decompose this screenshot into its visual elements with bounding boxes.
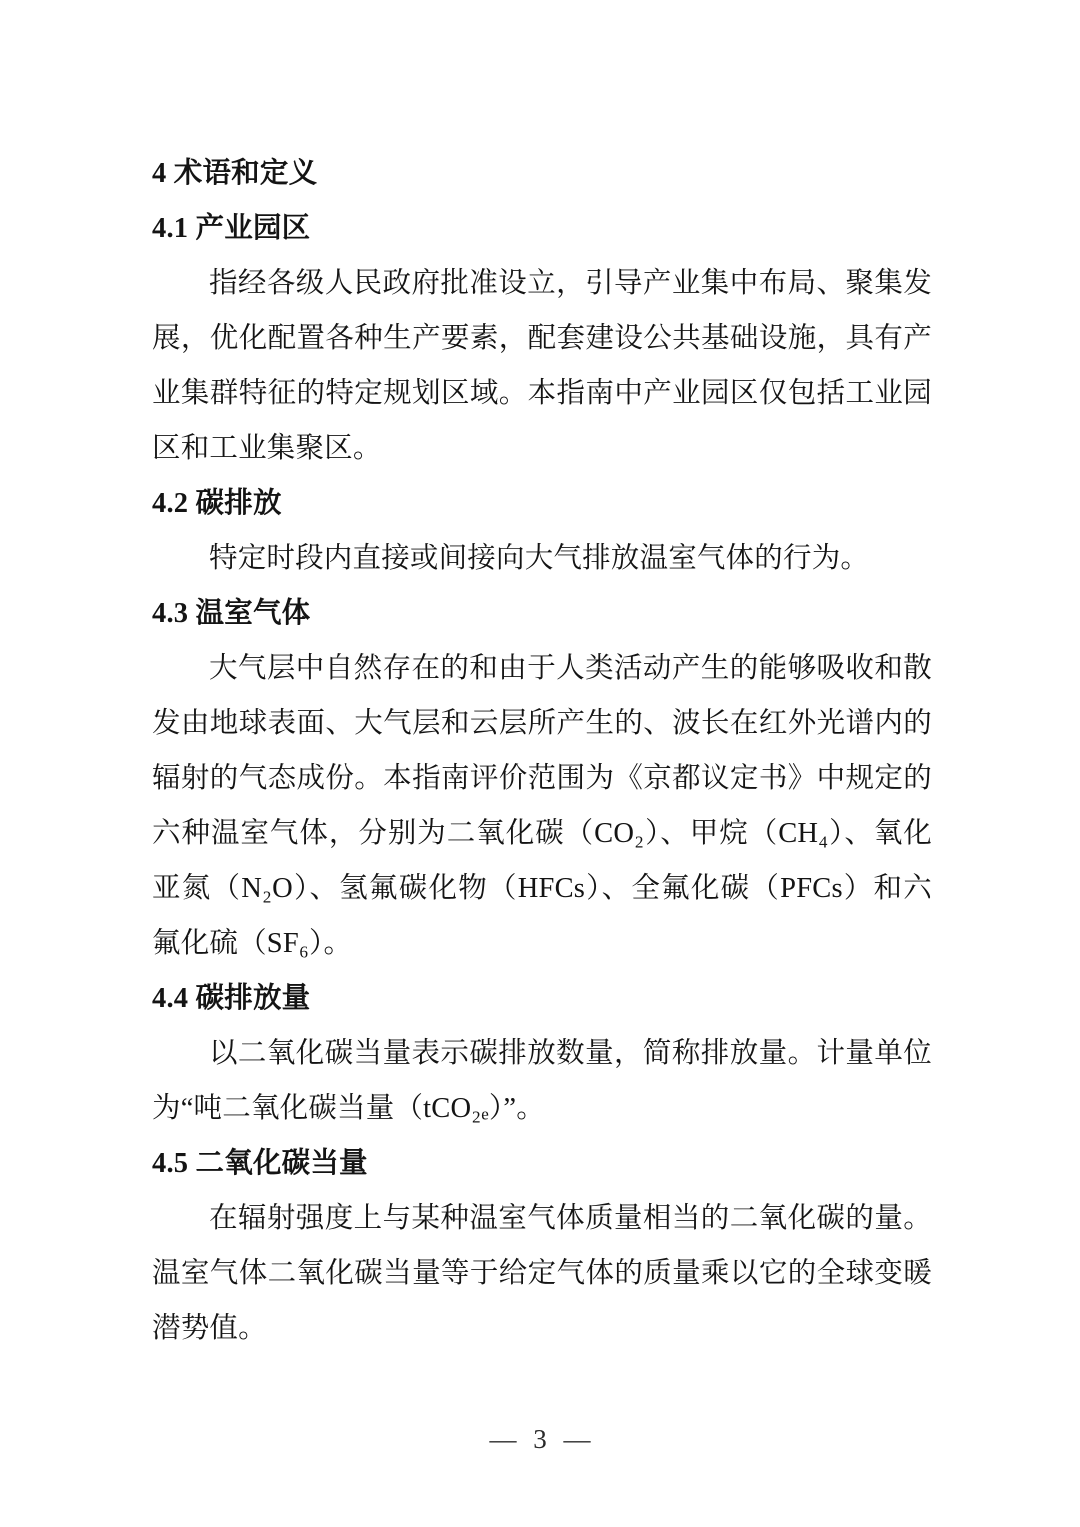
heading-4-3-greenhouse-gas: 4.3 温室气体 xyxy=(152,598,311,629)
heading-4-1-industrial-park: 4.1 产业园区 xyxy=(152,213,311,244)
heading-4-4-carbon-emission-amount: 4.4 碳排放量 xyxy=(152,983,311,1014)
page-number: — 3 — xyxy=(489,1424,591,1454)
paragraph-industrial-park-definition: 指经各级人民政府批准设立，引导产业集中布局、聚集发展，优化配置各种生产要素，配套建设公共基础设施，具有产业集群特征的特定规划区域。本指南中产业园区仅包括工业园区和工业集聚区。 xyxy=(152,268,932,464)
heading-terms-and-definitions: 4 术语和定义 xyxy=(152,158,318,189)
heading-4-2-carbon-emission: 4.2 碳排放 xyxy=(152,488,282,519)
paragraph-carbon-emission-amount-definition: 以二氧化碳当量表示碳排放数量，简称排放量。计量单位为“吨二氧化碳当量（tCO₂ₑ）”。 xyxy=(152,1038,932,1124)
heading-4-5-co2-equivalent: 4.5 二氧化碳当量 xyxy=(152,1148,368,1179)
paragraph-co2-equivalent-definition: 在辐射强度上与某种温室气体质量相当的二氧化碳的量。温室气体二氧化碳当量等于给定气体的质量乘以它的全球变暖潜势值。 xyxy=(152,1203,932,1344)
paragraph-carbon-emission-definition: 特定时段内直接或间接向大气排放温室气体的行为。 xyxy=(209,543,870,574)
paragraph-greenhouse-gas-definition: 大气层中自然存在的和由于人类活动产生的能够吸收和散发由地球表面、大气层和云层所产生的、波长在红外光谱内的辐射的气态成份。本指南评价范围为《京都议定书》中规定的六种温室气体，分别为二氧化碳（CO₂）、甲烷（CH₄）、氧化亚氮（N₂O）、氢氟碳化物（HFCs）、全氟化碳（PFCs）和六氟化硫（SF₆）。 xyxy=(152,653,932,959)
page-footer xyxy=(0,1424,1080,1455)
